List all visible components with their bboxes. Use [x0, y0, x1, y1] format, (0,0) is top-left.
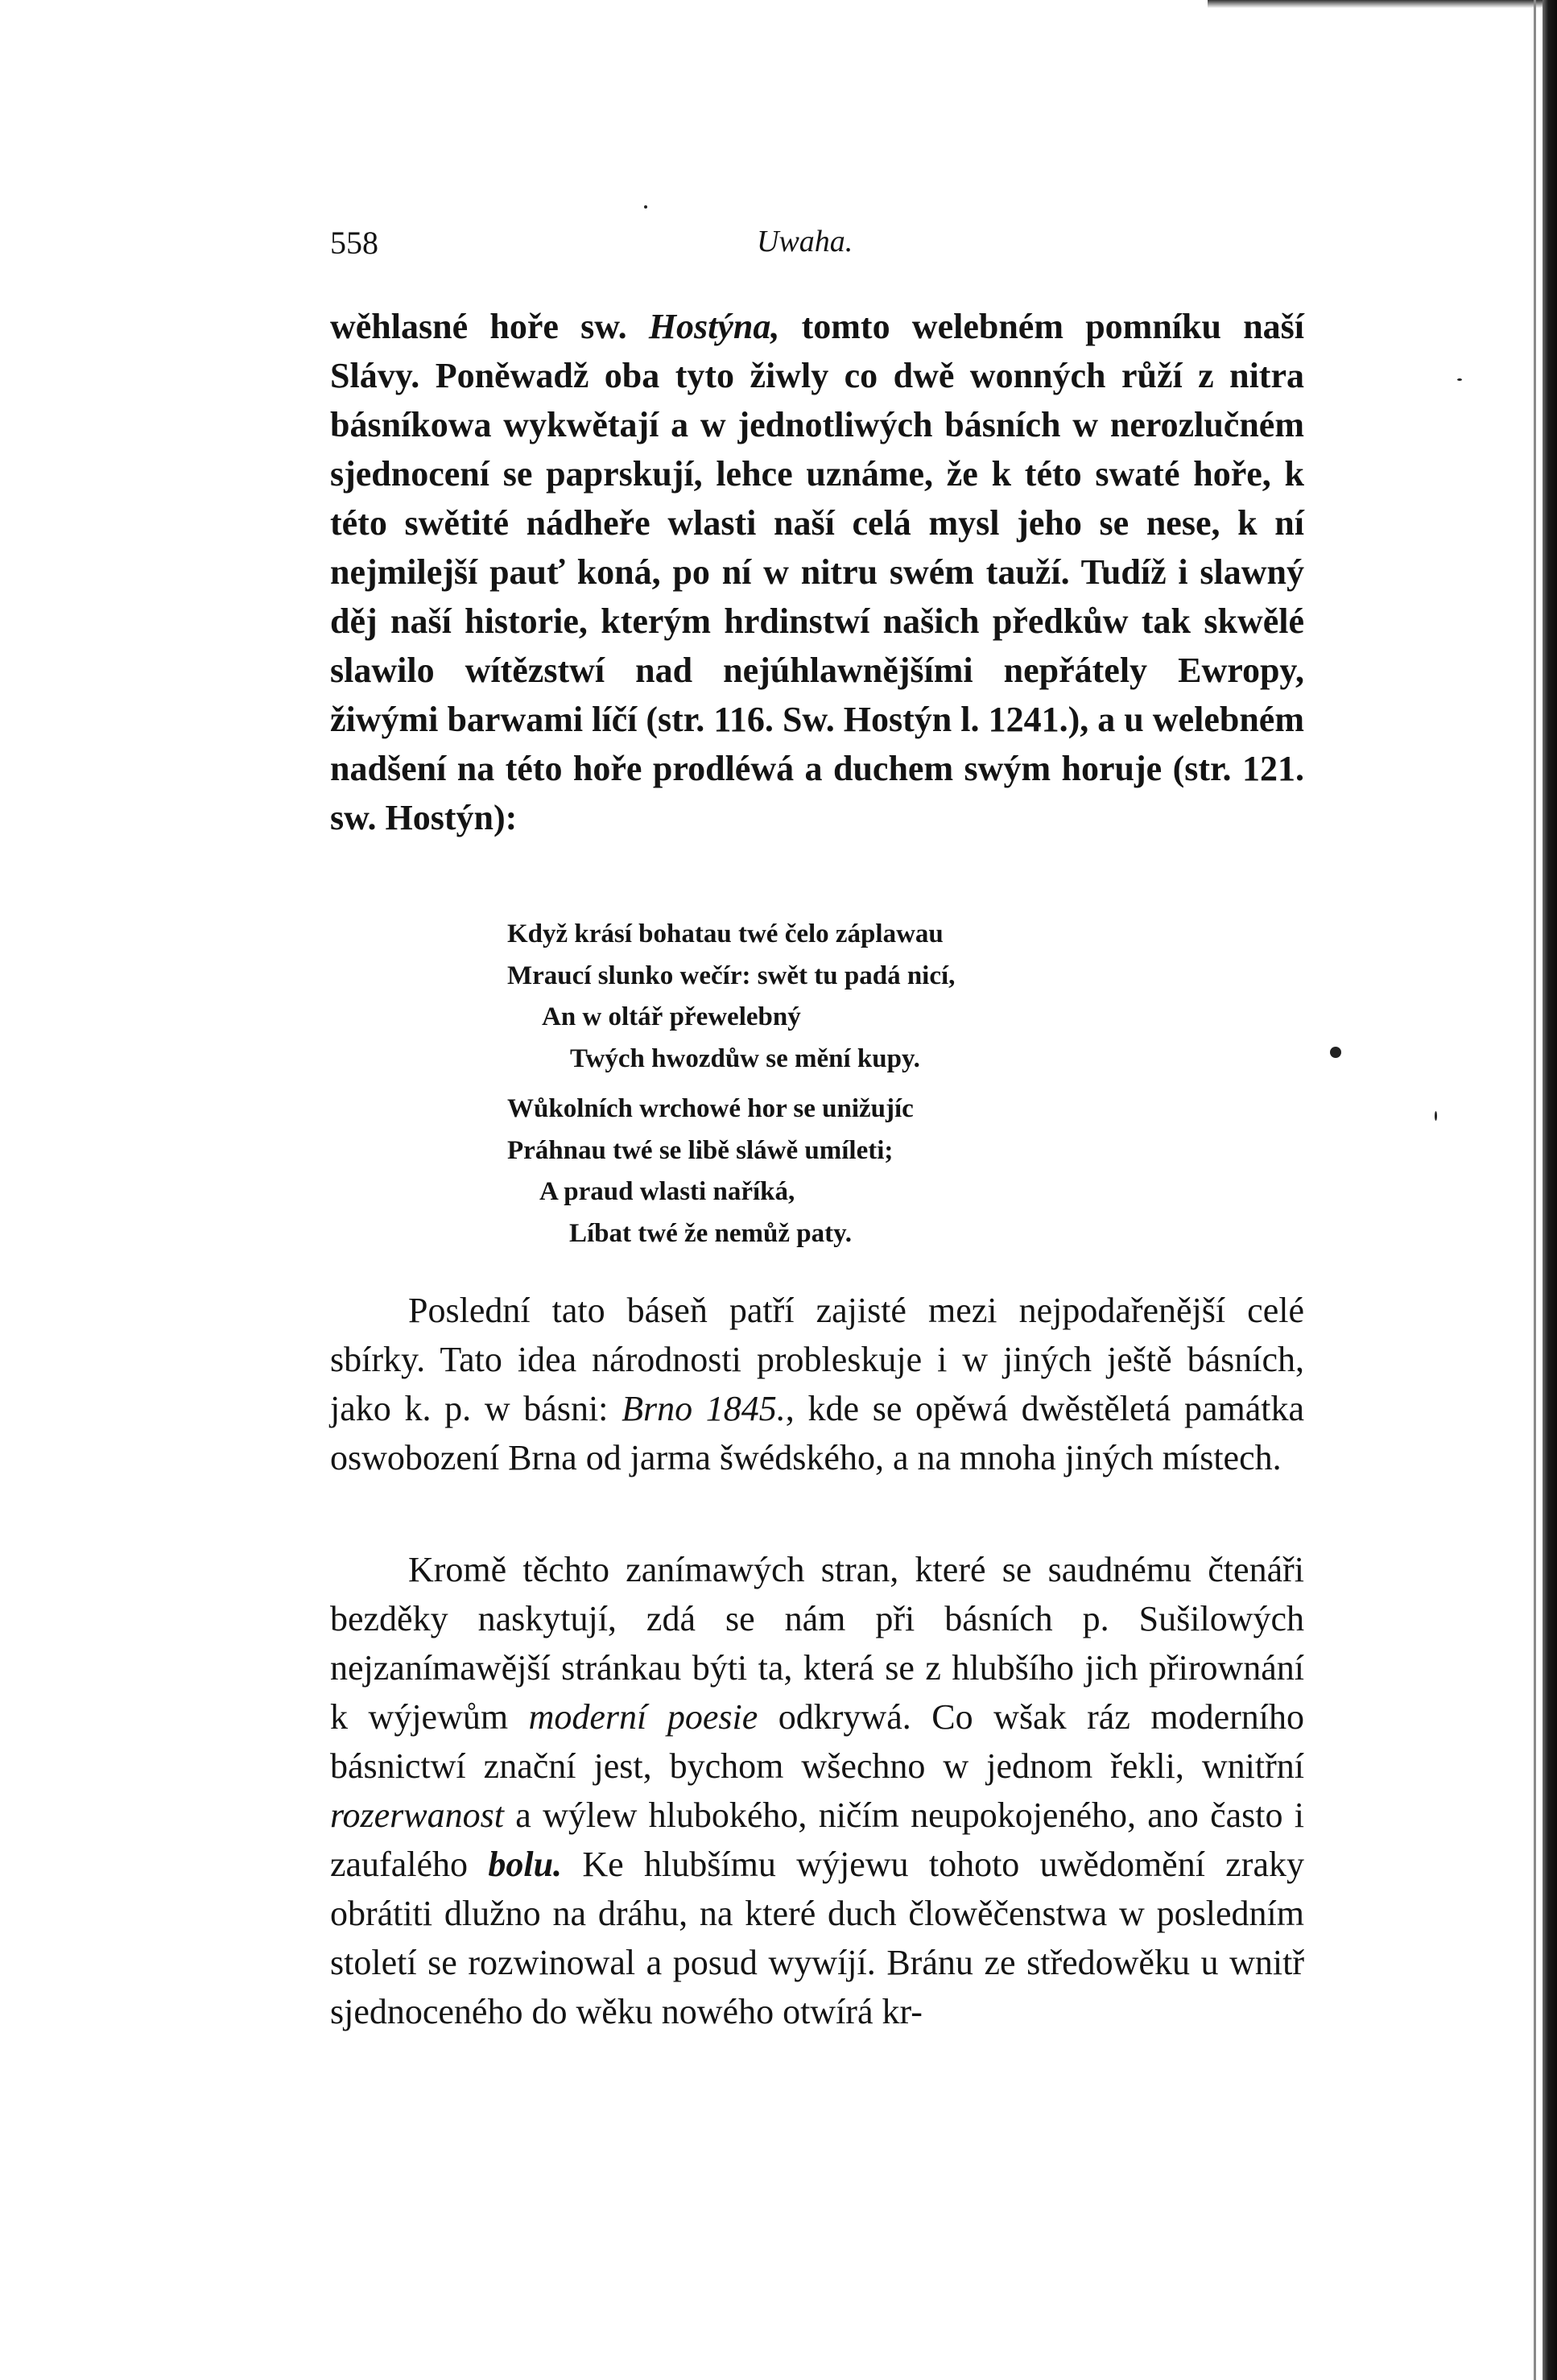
poem-line: An w oltář přewelebný [542, 1002, 801, 1031]
paragraph-2-text-a: Poslední tato báseň patří zajisté mezi nejpodařenější celé sbírky. Tato idea národnosti probleskuje i w jiných ještě básních, jako k. p. w básni: [330, 1291, 1304, 1428]
paragraph-3-italic-2: rozerwanost [330, 1795, 504, 1835]
poem-line: Twých hwozdůw se mění kupy. [570, 1043, 920, 1073]
scan-speck [1435, 1111, 1437, 1121]
page-header [330, 224, 1296, 272]
scan-edge-line [1534, 0, 1536, 2380]
paragraph-2-italic: Brno 1845. [622, 1389, 786, 1428]
running-title: Uwaha. [757, 225, 853, 258]
paragraph-3-text-d: Ke hlubšímu wýjewu tohoto uwědomění zraky obrátiti dlužno na dráhu, na které duch člowěčenstwa w posledním století se rozwinowal a posud wywíjí. Bránu ze středowěku u wnitř sjednoceného do wěku nowého otwírá kr- [330, 1845, 1304, 2031]
paragraph-1-text-a: wěhlasné hoře sw. [330, 307, 649, 346]
paragraph-3-italic-3: bolu. [488, 1845, 563, 1884]
scan-top-shadow [1208, 0, 1543, 8]
poem [507, 914, 1151, 1254]
poem-line: Mraucí slunko wečír: swět tu padá nicí, [507, 961, 956, 990]
paragraph-3-italic-1: moderní poesie [528, 1697, 758, 1737]
paragraph-1-text-b: tomto welebném pomníku naší Slávy. Poněwadž oba tyto žiwly co dwě wonných růží z nitra básníkowa wykwětají a w jednotliwých básních w nerozlučném sjednocení se paprskují, lehce uznáme, že k této swaté hoře, k této swětité nádheře wlasti naší celá mysl jeho se nese, k ní nejmilejší pauť koná, po ní w nitru swém tauží. Tudíž i slawný děj naší historie, kterým hrdinstwí našich předkůw tak skwělé slawilo wítězstwí nad nejúhlawnějšími nepřátely Ewropy, žiwými barwami líčí (str. 116. Sw. Hostýn l. 1241.), a u welebném nadšení na této hoře prodléwá a duchem swým horuje (str. 121. sw. Hostýn): [330, 307, 1305, 837]
scan-right-edge [1543, 0, 1557, 2380]
paragraph-1-italic: Hostýna, [648, 307, 780, 346]
poem-line: Líbat twé že nemůž paty. [569, 1218, 853, 1248]
paragraph-3 [330, 1545, 1304, 2036]
page-number: 558 [330, 225, 378, 261]
poem-line: Když krásí bohatau twé čelo záplawau [507, 919, 944, 948]
paragraph-3-text-b: odkrywá. Co wšak ráz moderního básnictwí znační jest, bychom wšechno w jednom řekli, wnitřní [330, 1697, 1305, 1786]
poem-line: Wůkolních wrchowé hor se unižujíc [507, 1094, 914, 1123]
poem-line: Práhnau twé se libě sláwě umíleti; [507, 1135, 894, 1165]
poem-stanza-1 [507, 914, 1151, 1080]
paragraph-1 [330, 302, 1304, 842]
poem-line: A praud wlasti naříká, [539, 1177, 795, 1206]
paragraph-3-text-c: a wýlew hlubokého, ničím neupokojeného, ano často i zaufalého [330, 1795, 1304, 1884]
paragraph-2-text-b: , kde se opěwá dwěstěletá památka oswobození Brna od jarma šwédského, a na mnoha jiných místech. [330, 1389, 1304, 1477]
paragraph-3-text-a: Kromě těchto zanímawých stran, které se saudnému čtenáři bezděky naskytují, zdá se nám při básních p. Sušilowých nejzanímawější stránkau býti ta, která se z hlubšího jich přirownání k wýjewům [330, 1550, 1304, 1737]
scan-speck [1330, 1047, 1341, 1058]
paragraph-2 [330, 1286, 1304, 1482]
scan-speck [1457, 378, 1462, 381]
poem-stanza-2 [507, 1089, 1151, 1254]
scan-speck [644, 205, 647, 209]
